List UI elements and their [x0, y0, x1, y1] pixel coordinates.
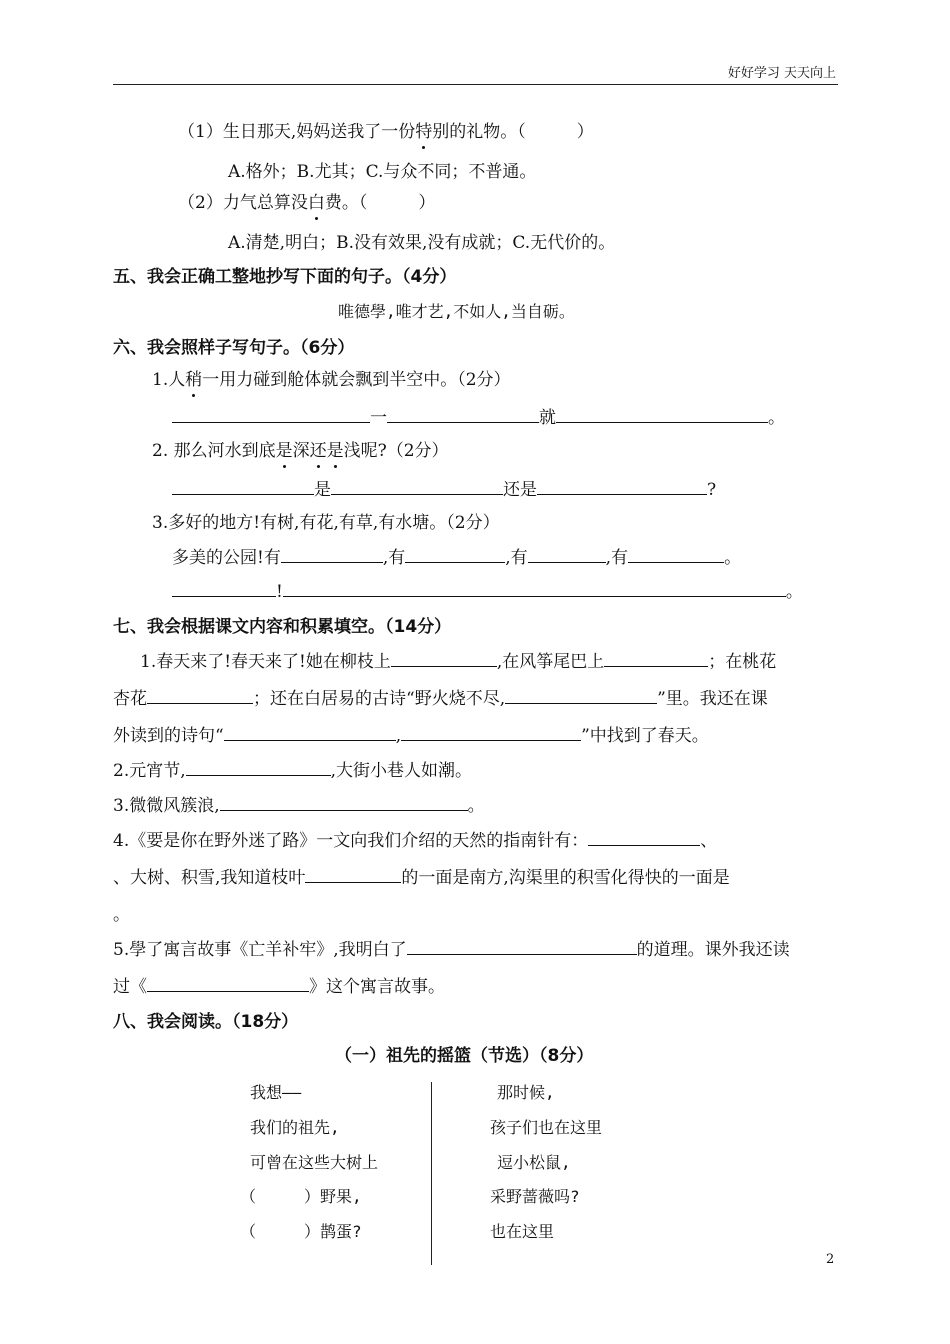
s7-q1-text-f: ”里。我还在课: [657, 689, 768, 709]
s6-q1-dot-char: 稍: [185, 370, 203, 390]
s7-q4-text-d: 的一面是南方,沟渠里的积雪化得快的一面是: [401, 868, 730, 888]
poem-right-line: 逗小松鼠,: [497, 1153, 571, 1172]
poem-left-line: 可曾在这些大树上: [250, 1153, 379, 1172]
s6-q1-end: 。: [768, 408, 785, 428]
s7-q5-text-d: 》这个寓言故事。: [309, 977, 445, 997]
s7-q1-line2: [113, 687, 768, 711]
s7-q4-line3: 。: [113, 905, 130, 925]
section5-sentence: 唯德學,唯才艺,不如人,当自砺。: [338, 302, 575, 321]
s7-q2-text-a: 2.元宵节,: [113, 761, 186, 781]
s7-q1-text-c: ；在桃花: [708, 652, 777, 672]
s6-q2-mid: 深: [292, 441, 310, 461]
s7-q1-text-d: 杏花: [113, 689, 147, 709]
s6-q3-sep2: ,有: [505, 548, 528, 568]
answer-blank[interactable]: [588, 829, 700, 846]
q4-item2-options: A.清楚,明白；B.没有效果,没有成就；C.无代价的。: [228, 233, 616, 253]
s6-q1-fill: [172, 406, 785, 430]
poem-left-line: 我想——: [250, 1083, 302, 1102]
s6-q2-dot-char3: 是: [326, 441, 344, 461]
s6-q3: 3.多好的地方!有树,有花,有草,有水塘。（2分）: [152, 513, 500, 533]
section7-title: 七、我会根据课文内容和积累填空。（14分）: [113, 617, 452, 637]
s7-q4-text-b: 、: [700, 831, 718, 851]
s7-q4-text-c: 、大树、积雪,我知道枝叶: [113, 868, 306, 888]
page-number: 2: [826, 1252, 835, 1267]
poem-right-line: 孩子们也在这里: [490, 1118, 603, 1137]
s7-q5-text-a: 5.學了寓言故事《亡羊补牢》,我明白了: [113, 940, 407, 960]
s7-q3-text-a: 3.微微风簇浪,: [113, 796, 220, 816]
header-rule: [113, 84, 838, 85]
s6-q1-pre: 1.人: [152, 370, 186, 390]
s6-q3-start: 多美的公园!有: [172, 548, 281, 568]
s6-q3-end2: 。: [785, 582, 803, 602]
s6-q2-pre: 2. 那么河水到底: [152, 441, 276, 461]
s7-q5-line1: [113, 938, 790, 962]
s6-q1: [152, 368, 511, 392]
poem-left-line: （ ）鹊蛋?: [240, 1222, 362, 1241]
answer-blank[interactable]: [401, 724, 581, 741]
s6-q2-dot-char2: 还: [309, 441, 327, 461]
answer-blank[interactable]: [556, 406, 768, 423]
poem-left-line: 我们的祖先,: [250, 1118, 340, 1137]
answer-blank[interactable]: [281, 546, 383, 563]
s6-q3-sep1: ,有: [382, 548, 406, 568]
s6-q2-end: ?: [707, 480, 717, 500]
answer-blank[interactable]: [186, 759, 331, 776]
q4-item2-pre: （2）力气总算没: [178, 193, 308, 213]
s7-q5-line2: [113, 975, 445, 999]
s6-q2-word2: 还是: [503, 480, 537, 500]
answer-blank[interactable]: [628, 546, 724, 563]
q4-item1: [178, 120, 594, 144]
reading-subtitle: （一）祖先的摇篮（节选）（8分）: [335, 1046, 594, 1066]
q4-item1-post: 的礼物。（ ）: [449, 122, 594, 142]
s6-q2-dot-char1: 是: [275, 441, 293, 461]
section5-title: 五、我会正确工整地抄写下面的句子。（4分）: [113, 267, 457, 287]
q4-item2-post: 费。（ ）: [324, 193, 436, 213]
s6-q3-fill2: [172, 580, 803, 604]
q4-item1-pre: （1）生日那天,妈妈送我了一份: [178, 122, 416, 142]
s6-q1-post: 一用力碰到舱体就会飘到半空中。（2分）: [202, 370, 511, 390]
answer-blank[interactable]: [387, 406, 539, 423]
answer-blank[interactable]: [220, 794, 468, 811]
s7-q1-line1: [140, 650, 776, 674]
s6-q2-fill: [172, 478, 716, 502]
s7-q4-line2: [113, 866, 730, 890]
q4-item1-options: A.格外；B.尤其；C.与众不同；不普通。: [228, 162, 537, 182]
section8-title: 八、我会阅读。（18分）: [113, 1012, 299, 1032]
s7-q1-line3: [113, 724, 709, 748]
s6-q3-end: 。: [724, 548, 742, 568]
s7-q1-text-b: ,在风筝尾巴上: [496, 652, 605, 672]
s7-q2-text-b: ,大街小巷人如潮。: [330, 761, 473, 781]
q4-item1-mid: 别: [432, 122, 450, 142]
column-divider: [431, 1082, 432, 1265]
poem-right-line: 也在这里: [490, 1222, 555, 1241]
s6-q2-post: 浅呢?（2分）: [343, 441, 449, 461]
answer-blank[interactable]: [391, 650, 497, 667]
s7-q1-text-h: ,: [395, 726, 402, 746]
s7-q4-text-a: 4.《要是你在野外迷了路》一文向我们介绍的天然的指南针有：: [113, 831, 589, 851]
q4-item1-dot-char: 特: [415, 122, 433, 142]
answer-blank[interactable]: [505, 687, 657, 704]
s7-q5-text-c: 过《: [113, 977, 147, 997]
s7-q1-text-e: ；还在白居易的古诗“野火烧不尽,: [253, 689, 506, 709]
q4-item2-dot-char: 白: [307, 193, 325, 213]
answer-blank[interactable]: [172, 580, 276, 597]
s7-q5-text-b: 的道理。课外我还读: [636, 940, 790, 960]
s6-q3-excl: !: [276, 582, 283, 602]
s7-q3: [113, 794, 485, 818]
answer-blank[interactable]: [331, 478, 503, 495]
answer-blank[interactable]: [407, 938, 637, 955]
page-header: 好好学习 天天向上: [727, 66, 836, 81]
section6-title: 六、我会照样子写句子。（6分）: [113, 338, 355, 358]
answer-blank[interactable]: [537, 478, 707, 495]
s6-q3-fill: [172, 546, 741, 570]
s7-q4-line1: [113, 829, 717, 853]
s7-q3-text-b: 。: [467, 796, 485, 816]
answer-blank[interactable]: [224, 724, 396, 741]
s6-q1-word1: 一: [370, 408, 387, 428]
answer-blank[interactable]: [172, 406, 370, 423]
q4-item2: [178, 191, 435, 215]
poem-right-line: 那时候,: [497, 1083, 555, 1102]
answer-blank[interactable]: [405, 546, 505, 563]
poem-right-line: 采野蔷薇吗?: [490, 1187, 580, 1206]
s6-q2-word1: 是: [314, 480, 331, 500]
answer-blank[interactable]: [604, 650, 708, 667]
answer-blank[interactable]: [147, 975, 309, 992]
s6-q3-sep3: ,有: [605, 548, 629, 568]
s7-q2: [113, 759, 472, 783]
answer-blank[interactable]: [528, 546, 606, 563]
poem-left-line: （ ）野果,: [240, 1187, 362, 1206]
answer-blank[interactable]: [147, 687, 253, 704]
answer-blank[interactable]: [172, 478, 314, 495]
answer-blank[interactable]: [283, 580, 786, 597]
answer-blank[interactable]: [305, 866, 401, 883]
s6-q2: [152, 439, 449, 463]
s7-q1-text-a: 1.春天来了!春天来了!她在柳枝上: [140, 652, 391, 672]
s6-q1-word2: 就: [539, 408, 556, 428]
s7-q1-text-g: 外读到的诗句“: [113, 726, 224, 746]
s7-q1-text-i: ”中找到了春天。: [581, 726, 709, 746]
